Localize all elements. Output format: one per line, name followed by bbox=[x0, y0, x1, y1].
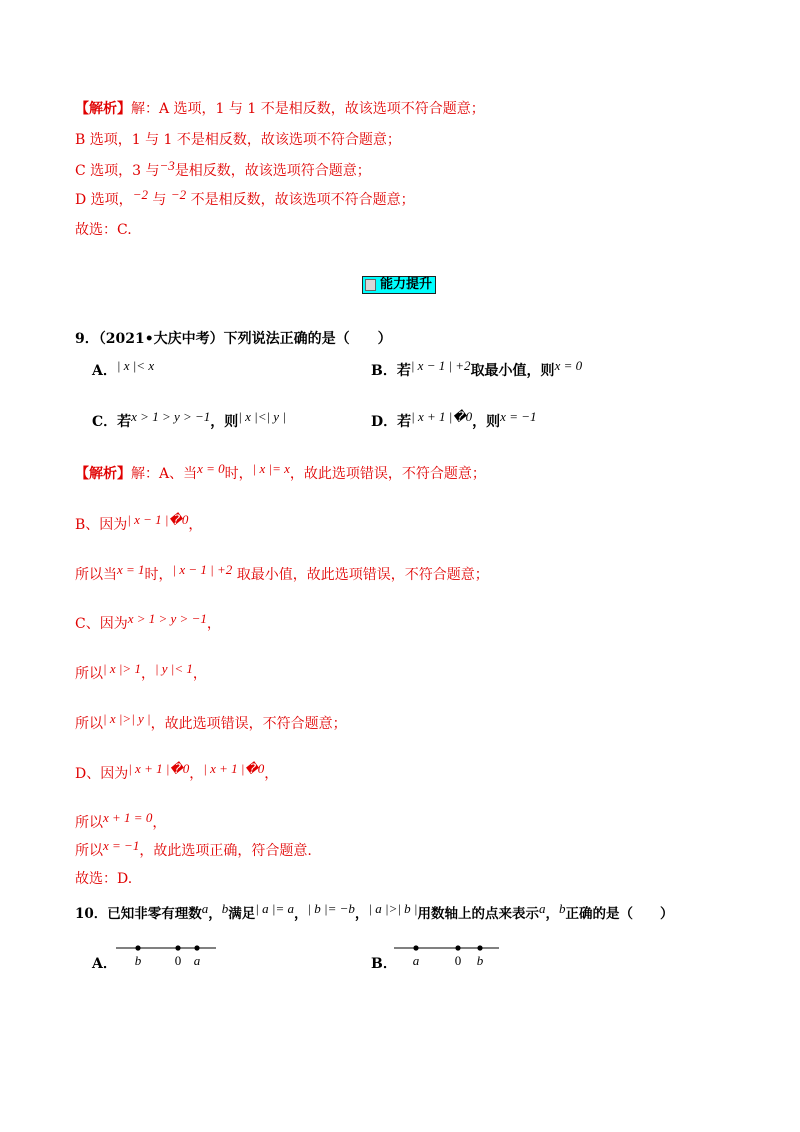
math: x + 1 = 0 bbox=[103, 810, 153, 825]
math: x = 1 bbox=[117, 562, 145, 577]
analysis8-line3 bbox=[75, 158, 371, 180]
text: ， bbox=[188, 517, 203, 533]
text: D、因为 bbox=[75, 766, 129, 782]
math: | x |> 1 bbox=[103, 661, 141, 676]
text: 不是相反数，故该选项不符合题意； bbox=[186, 192, 415, 208]
math: x > 1 > y > −1 bbox=[127, 611, 207, 626]
text: C 选项，3 与 bbox=[75, 163, 160, 179]
math: | x |= x bbox=[252, 461, 290, 476]
label: D．若 bbox=[371, 414, 412, 430]
label-zero: 0 bbox=[454, 953, 462, 968]
text: 所以 bbox=[75, 666, 103, 682]
text: 与 bbox=[147, 192, 171, 208]
text: 10．已知非零有理数 bbox=[75, 906, 202, 922]
text: ， bbox=[293, 906, 308, 922]
q9-stem: 9．（2021•大庆中考）下列说法正确的是（ ） bbox=[75, 331, 392, 347]
math: | b |= −b bbox=[307, 901, 355, 916]
point-left bbox=[135, 945, 140, 950]
label-right: b bbox=[476, 953, 484, 968]
text: 所以 bbox=[75, 815, 103, 831]
analysis9-line1 bbox=[75, 461, 486, 483]
text: ， bbox=[206, 616, 221, 632]
math: b bbox=[221, 901, 229, 916]
text: 所以 bbox=[75, 843, 103, 859]
q10-option-b-label: B． bbox=[371, 956, 397, 972]
analysis9-line9 bbox=[75, 838, 312, 860]
math: | a |>| b | bbox=[368, 901, 418, 916]
analysis9-line2 bbox=[75, 512, 203, 534]
text: C、因为 bbox=[75, 616, 128, 632]
q10-stem bbox=[75, 901, 674, 923]
text: ， bbox=[545, 906, 559, 922]
label-left: b bbox=[134, 953, 142, 968]
math: | x + 1 |�0 bbox=[203, 761, 265, 776]
text: 正确的是（ ） bbox=[565, 906, 674, 922]
analysis8-line1 bbox=[75, 100, 485, 118]
analysis8-line2: B 选项，1 与 1 不是相反数，故该选项不符合题意； bbox=[75, 132, 401, 148]
text: ， bbox=[208, 906, 222, 922]
q10-option-a-number-line bbox=[112, 940, 222, 970]
point-left bbox=[413, 945, 418, 950]
q9-option-c bbox=[92, 409, 286, 431]
math: x = −1 bbox=[500, 409, 537, 424]
text: 时， bbox=[144, 567, 173, 583]
text: ，故此选项错误，不符合题意； bbox=[289, 466, 486, 482]
label: A． bbox=[92, 363, 117, 379]
text: 时， bbox=[224, 466, 253, 482]
text: ， bbox=[192, 666, 207, 682]
math: −2 bbox=[132, 187, 148, 202]
label-right: a bbox=[193, 953, 201, 968]
math: | x |>| y | bbox=[103, 711, 151, 726]
analysis9-line6 bbox=[75, 711, 347, 733]
math: x > 1 > y > −1 bbox=[131, 409, 211, 424]
math: x = −1 bbox=[103, 838, 140, 853]
q10-option-b-number-line bbox=[390, 940, 505, 970]
text: 是相反数，故该选项符合题意； bbox=[174, 163, 371, 179]
text: 所以当 bbox=[75, 567, 117, 583]
section-header bbox=[362, 276, 436, 294]
analysis8-line5: 故选：C. bbox=[75, 222, 132, 238]
analysis-tag: 【解析】 bbox=[75, 101, 131, 117]
text: 解：A、当 bbox=[131, 466, 198, 482]
point-right bbox=[477, 945, 482, 950]
point-zero bbox=[175, 945, 180, 950]
text: ，故此选项正确，符合题意. bbox=[139, 843, 312, 859]
text: ，则 bbox=[472, 414, 501, 430]
text: 满足 bbox=[228, 906, 256, 922]
point-zero bbox=[455, 945, 460, 950]
q9-option-a bbox=[92, 358, 155, 380]
math: b bbox=[559, 901, 566, 916]
q9-option-b bbox=[371, 358, 583, 380]
math: | x + 1 |�0 bbox=[128, 761, 190, 776]
q10-option-a-label: A． bbox=[92, 956, 117, 972]
text: 取最小值，则 bbox=[470, 363, 555, 379]
math: a bbox=[539, 901, 546, 916]
section-title: 能力提升 bbox=[380, 277, 433, 292]
math: | x − 1 |�0 bbox=[127, 512, 189, 527]
point-right bbox=[194, 945, 199, 950]
text: ，故此选项错误，不符合题意； bbox=[150, 716, 347, 732]
math: | a |= a bbox=[255, 901, 294, 916]
math: x = 0 bbox=[197, 461, 225, 476]
math: a bbox=[201, 901, 209, 916]
analysis9-line4 bbox=[75, 611, 221, 633]
text: B、因为 bbox=[75, 517, 128, 533]
label-left: a bbox=[412, 953, 420, 968]
analysis9-line10: 故选：D. bbox=[75, 871, 133, 887]
math: | x − 1 | +2 bbox=[172, 562, 233, 577]
analysis9-line7 bbox=[75, 761, 279, 783]
analysis-text: 解：A 选项，1 与 1 不是相反数，故该选项不符合题意； bbox=[131, 101, 485, 117]
analysis9-line3 bbox=[75, 562, 489, 584]
label: B．若 bbox=[371, 363, 411, 379]
q9-option-d bbox=[371, 409, 537, 431]
label: C．若 bbox=[92, 414, 132, 430]
text: ， bbox=[354, 906, 369, 922]
text: ，则 bbox=[210, 414, 239, 430]
analysis9-line8 bbox=[75, 810, 167, 832]
math: x = 0 bbox=[554, 358, 583, 373]
text: ， bbox=[152, 815, 167, 831]
analysis9-line5 bbox=[75, 661, 207, 683]
math: | y |< 1 bbox=[154, 661, 193, 676]
label-zero: 0 bbox=[174, 953, 182, 968]
section-box-icon bbox=[365, 279, 376, 291]
text: 用数轴上的点来表示 bbox=[417, 906, 539, 922]
text: ， bbox=[189, 766, 204, 782]
math: −3 bbox=[159, 158, 175, 173]
text: ， bbox=[264, 766, 279, 782]
analysis-tag: 【解析】 bbox=[75, 466, 131, 482]
math: | x + 1 |�0 bbox=[411, 409, 473, 424]
text: 所以 bbox=[75, 716, 103, 732]
analysis8-line4 bbox=[75, 187, 415, 209]
math: | x |< x bbox=[116, 358, 155, 373]
math: | x − 1 | +2 bbox=[410, 358, 471, 373]
text: ， bbox=[140, 666, 155, 682]
math: | x |<| y | bbox=[238, 409, 286, 424]
math: −2 bbox=[170, 187, 187, 202]
text: D 选项， bbox=[75, 192, 133, 208]
text: 取最小值，故此选项错误，不符合题意； bbox=[232, 567, 489, 583]
